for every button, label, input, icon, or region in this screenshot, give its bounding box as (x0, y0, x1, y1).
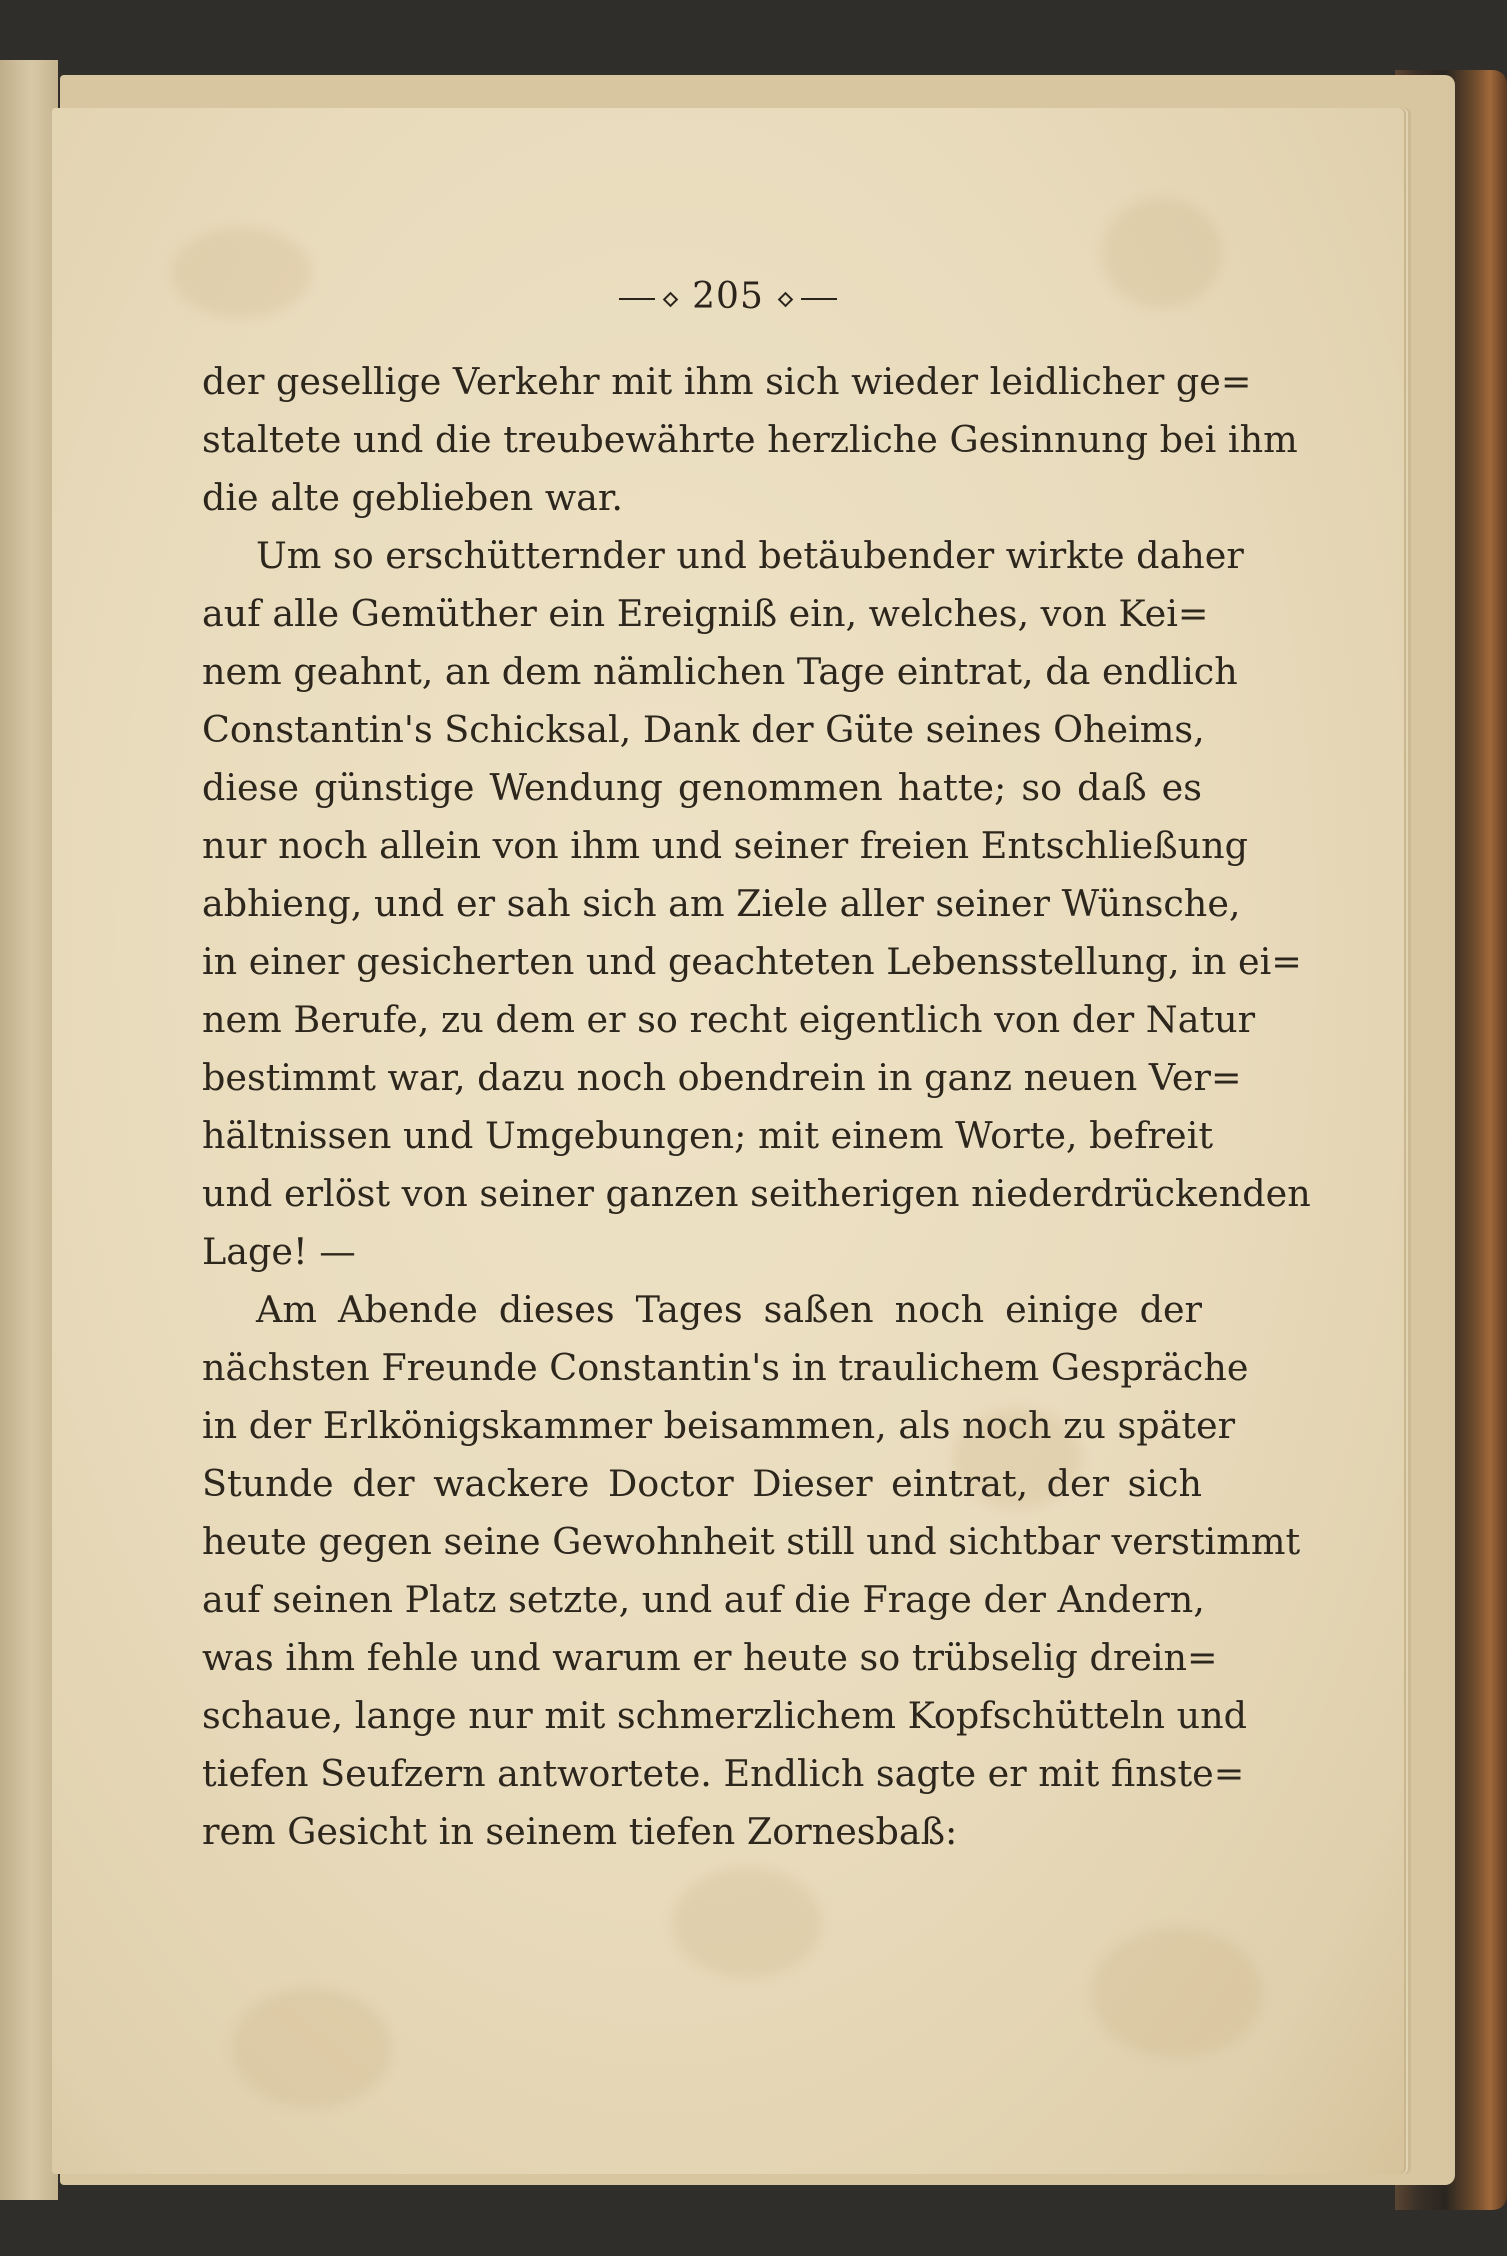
text-line: der gesellige Verkehr mit ihm sich wieder leidlicher ge= (202, 360, 1252, 403)
header-ornament-left (662, 291, 678, 307)
text-line: nem Berufe, zu dem er so recht eigentlich von der Natur (202, 998, 1256, 1041)
paper-stain (672, 1868, 822, 1978)
header-dash-right (801, 298, 837, 300)
text-line: in der Erlkönigskammer beisammen, als noch zu später (202, 1404, 1236, 1447)
text-line: auf alle Gemüther ein Ereigniß ein, welches, von Kei= (202, 592, 1209, 635)
text-line: in einer gesicherten und geachteten Lebensstellung, in ei= (202, 940, 1302, 983)
text-line: nächsten Freunde Constantin's in traulichem Gespräche (202, 1346, 1249, 1389)
text-line: hältnissen und Umgebungen; mit einem Worte, befreit (202, 1114, 1213, 1157)
text-line: tiefen Seufzern antwortete. Endlich sagte er mit finste= (202, 1752, 1245, 1795)
text-line: nur noch allein von ihm und seiner freien Entschließung (202, 824, 1248, 867)
text-line: heute gegen seine Gewohnheit still und sichtbar verstimmt (202, 1520, 1301, 1563)
paper-stain (1092, 1928, 1262, 2058)
text-line: was ihm fehle und warum er heute so trübselig drein= (202, 1636, 1218, 1679)
text-line: und erlöst von seiner ganzen seitherigen niederdrückenden (202, 1172, 1311, 1215)
body-text (202, 353, 1311, 1861)
paper-stain (232, 1988, 392, 2108)
page-header (52, 276, 1404, 317)
page-number: 205 (692, 276, 764, 317)
page-sheet (52, 108, 1404, 2174)
text-line: schaue, lange nur mit schmerzlichem Kopfschütteln und (202, 1694, 1247, 1737)
text-line: Am Abende dieses Tages saßen noch einige der (256, 1288, 1202, 1331)
text-line: rem Gesicht in seinem tiefen Zornesbaß: (202, 1810, 958, 1853)
header-dash-left (619, 298, 655, 300)
text-line: Stunde der wackere Doctor Dieser eintrat, der sich (202, 1462, 1202, 1505)
text-line: Constantin's Schicksal, Dank der Güte seines Oheims, (202, 708, 1205, 751)
text-line: Um so erschütternder und betäubender wirkte daher (256, 534, 1244, 577)
text-line: Lage! — (202, 1230, 356, 1273)
text-line: nem geahnt, an dem nämlichen Tage eintrat, da endlich (202, 650, 1238, 693)
previous-page-edge (0, 60, 58, 2200)
text-line: die alte geblieben war. (202, 476, 623, 519)
text-line: auf seinen Platz setzte, und auf die Frage der Andern, (202, 1578, 1205, 1621)
text-line: diese günstige Wendung genommen hatte; so daß es (202, 766, 1202, 809)
text-line: abhieng, und er sah sich am Ziele aller seiner Wünsche, (202, 882, 1241, 925)
header-ornament-right (778, 291, 794, 307)
text-line: bestimmt war, dazu noch obendrein in ganz neuen Ver= (202, 1056, 1242, 1099)
text-line: staltete und die treubewährte herzliche Gesinnung bei ihm (202, 418, 1298, 461)
